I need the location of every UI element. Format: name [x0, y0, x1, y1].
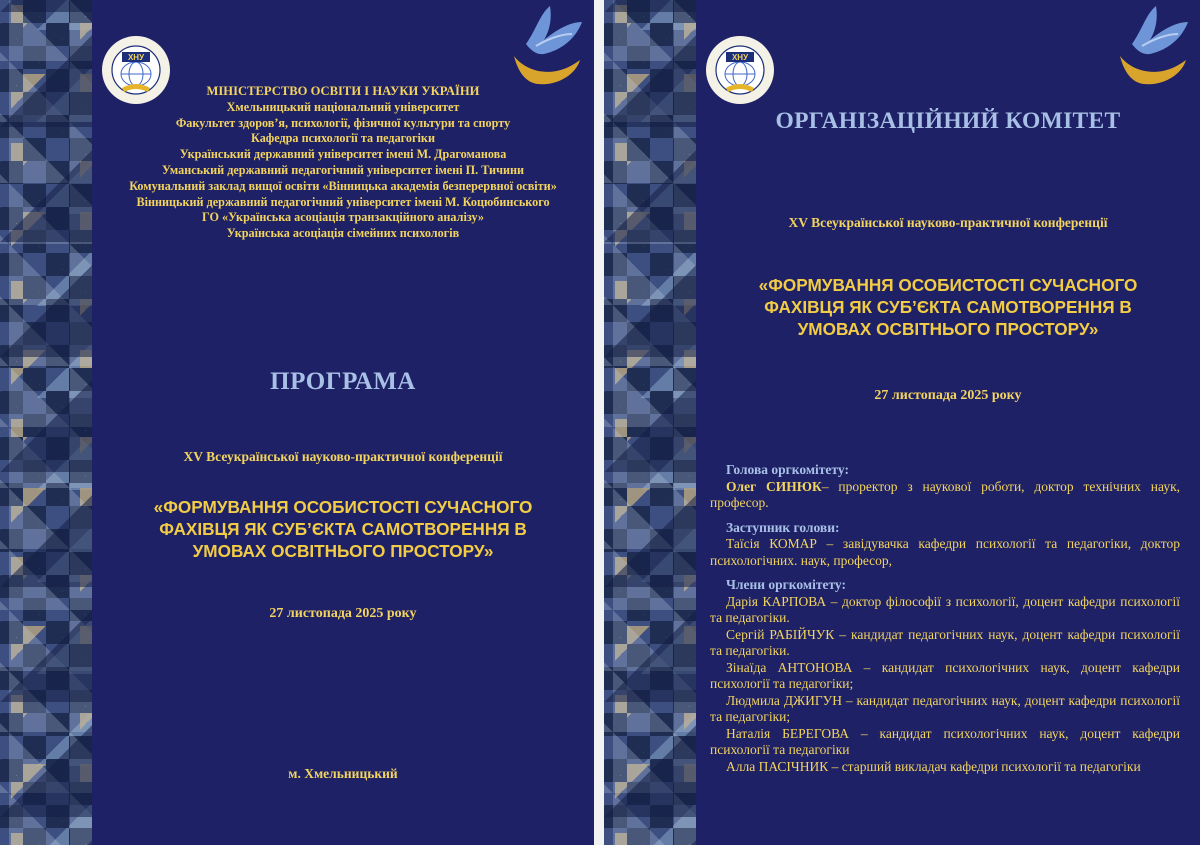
organizer-line: ГО «Українська асоціація транзакційного аналізу» [202, 210, 484, 225]
dove-hand-icon [506, 0, 588, 92]
deputy-entry: Таїсія КОМАР – завідувачка кафедри психології та педагогіки, доктор психологічних. наук, професор, [710, 536, 1180, 568]
member-entry: Алла ПАСІЧНИК – старший викладач кафедри психології та педагогіки [726, 758, 1141, 774]
program-cover-page [0, 0, 594, 845]
member-entry: Наталія БЕРЕГОВА – кандидат психологічних наук, доцент кафедри психології та педагогіки [710, 725, 1180, 757]
committee-title: ОРГАНІЗАЦІЙНИЙ КОМІТЕТ [775, 108, 1121, 134]
university-logo-text: ХНУ [731, 53, 749, 62]
organizer-line: Хмельницький національний університет [226, 99, 460, 114]
dove-hand-icon [1112, 0, 1194, 92]
member-entry: Сергій РАБІЙЧУК – кандидат педагогічних наук, доцент кафедри психології та педагогіки. [710, 626, 1180, 658]
head-description: – проректор з наукової роботи, доктор технічних наук, професор. [710, 478, 1180, 510]
city-line: м. Хмельницький [288, 766, 398, 781]
conference-title [92, 496, 594, 562]
organizer-line: Комунальний заклад вищої освіти «Вінницька академія безперервної освіти» [129, 178, 557, 193]
decorative-pattern-shade [0, 0, 92, 845]
conference-title-line: ФАХІВЦЯ ЯК СУБ’ЄКТА САМОТВОРЕННЯ В [159, 519, 527, 539]
conference-title-line: УМОВАХ ОСВІТНЬОГО ПРОСТОРУ» [192, 541, 494, 561]
conference-line: XV Всеукраїнської науково-практичної конференції [183, 449, 503, 464]
organizer-line: Український державний університет імені М. Драгоманова [179, 147, 507, 162]
conference-title-line: «ФОРМУВАННЯ ОСОБИСТОСТІ СУЧАСНОГО [153, 497, 533, 517]
program-cover-content [92, 0, 594, 845]
organizer-line: Уманський державний педагогічний університет імені П. Тичини [161, 162, 525, 177]
page-gutter [594, 0, 604, 845]
organizer-line: Кафедра психології та педагогіки [251, 131, 435, 146]
member-entry: Зінаїда АНТОНОВА – кандидат психологічних наук, доцент кафедри психології та педагогіки; [710, 659, 1180, 691]
deputy-label: Заступник голови: [726, 519, 840, 535]
conference-date: 27 листопада 2025 року [874, 388, 1022, 403]
organizer-line: Вінницький державний педагогічний університет імені М. Коцюбинського [136, 194, 550, 209]
conference-title-line: ФАХІВЦЯ ЯК СУБ’ЄКТА САМОТВОРЕННЯ В [764, 297, 1132, 317]
committee-list [710, 462, 1180, 775]
organizer-line: Факультет здоров’я, психології, фізичної культури та спорту [175, 115, 511, 130]
conference-title-line: УМОВАХ ОСВІТНЬОГО ПРОСТОРУ» [797, 319, 1099, 339]
organizer-line: Українська асоціація сімейних психологів [226, 226, 460, 241]
committee-page [604, 0, 1200, 845]
head-label: Голова оргкомітету: [726, 462, 849, 477]
conference-title [696, 274, 1200, 340]
member-entry: Дарія КАРПОВА – доктор філософії з психології, доцент кафедри психології та педагогіки. [710, 593, 1180, 625]
conference-title-line: «ФОРМУВАННЯ ОСОБИСТОСТІ СУЧАСНОГО [758, 275, 1138, 295]
university-emblem-icon [704, 34, 776, 106]
head-entry [710, 479, 1180, 512]
conference-line: XV Всеукраїнської науково-практичної конференції [788, 215, 1108, 230]
ministry-line: МІНІСТЕРСТВО ОСВІТИ І НАУКИ УКРАЇНИ [206, 84, 480, 98]
conference-date: 27 листопада 2025 року [269, 606, 417, 621]
head-name: Олег СИНЮК [726, 478, 822, 494]
university-logo-text: ХНУ [127, 53, 145, 62]
committee-content [696, 0, 1200, 845]
member-entry: Людмила ДЖИГУН – кандидат педагогічних наук, доцент кафедри психології та педагогіки; [710, 692, 1180, 724]
organizers-header [92, 84, 594, 242]
decorative-pattern-shade [604, 0, 696, 845]
program-title: ПРОГРАМА [270, 368, 416, 395]
members-label: Члени оргкомітету: [726, 577, 846, 592]
